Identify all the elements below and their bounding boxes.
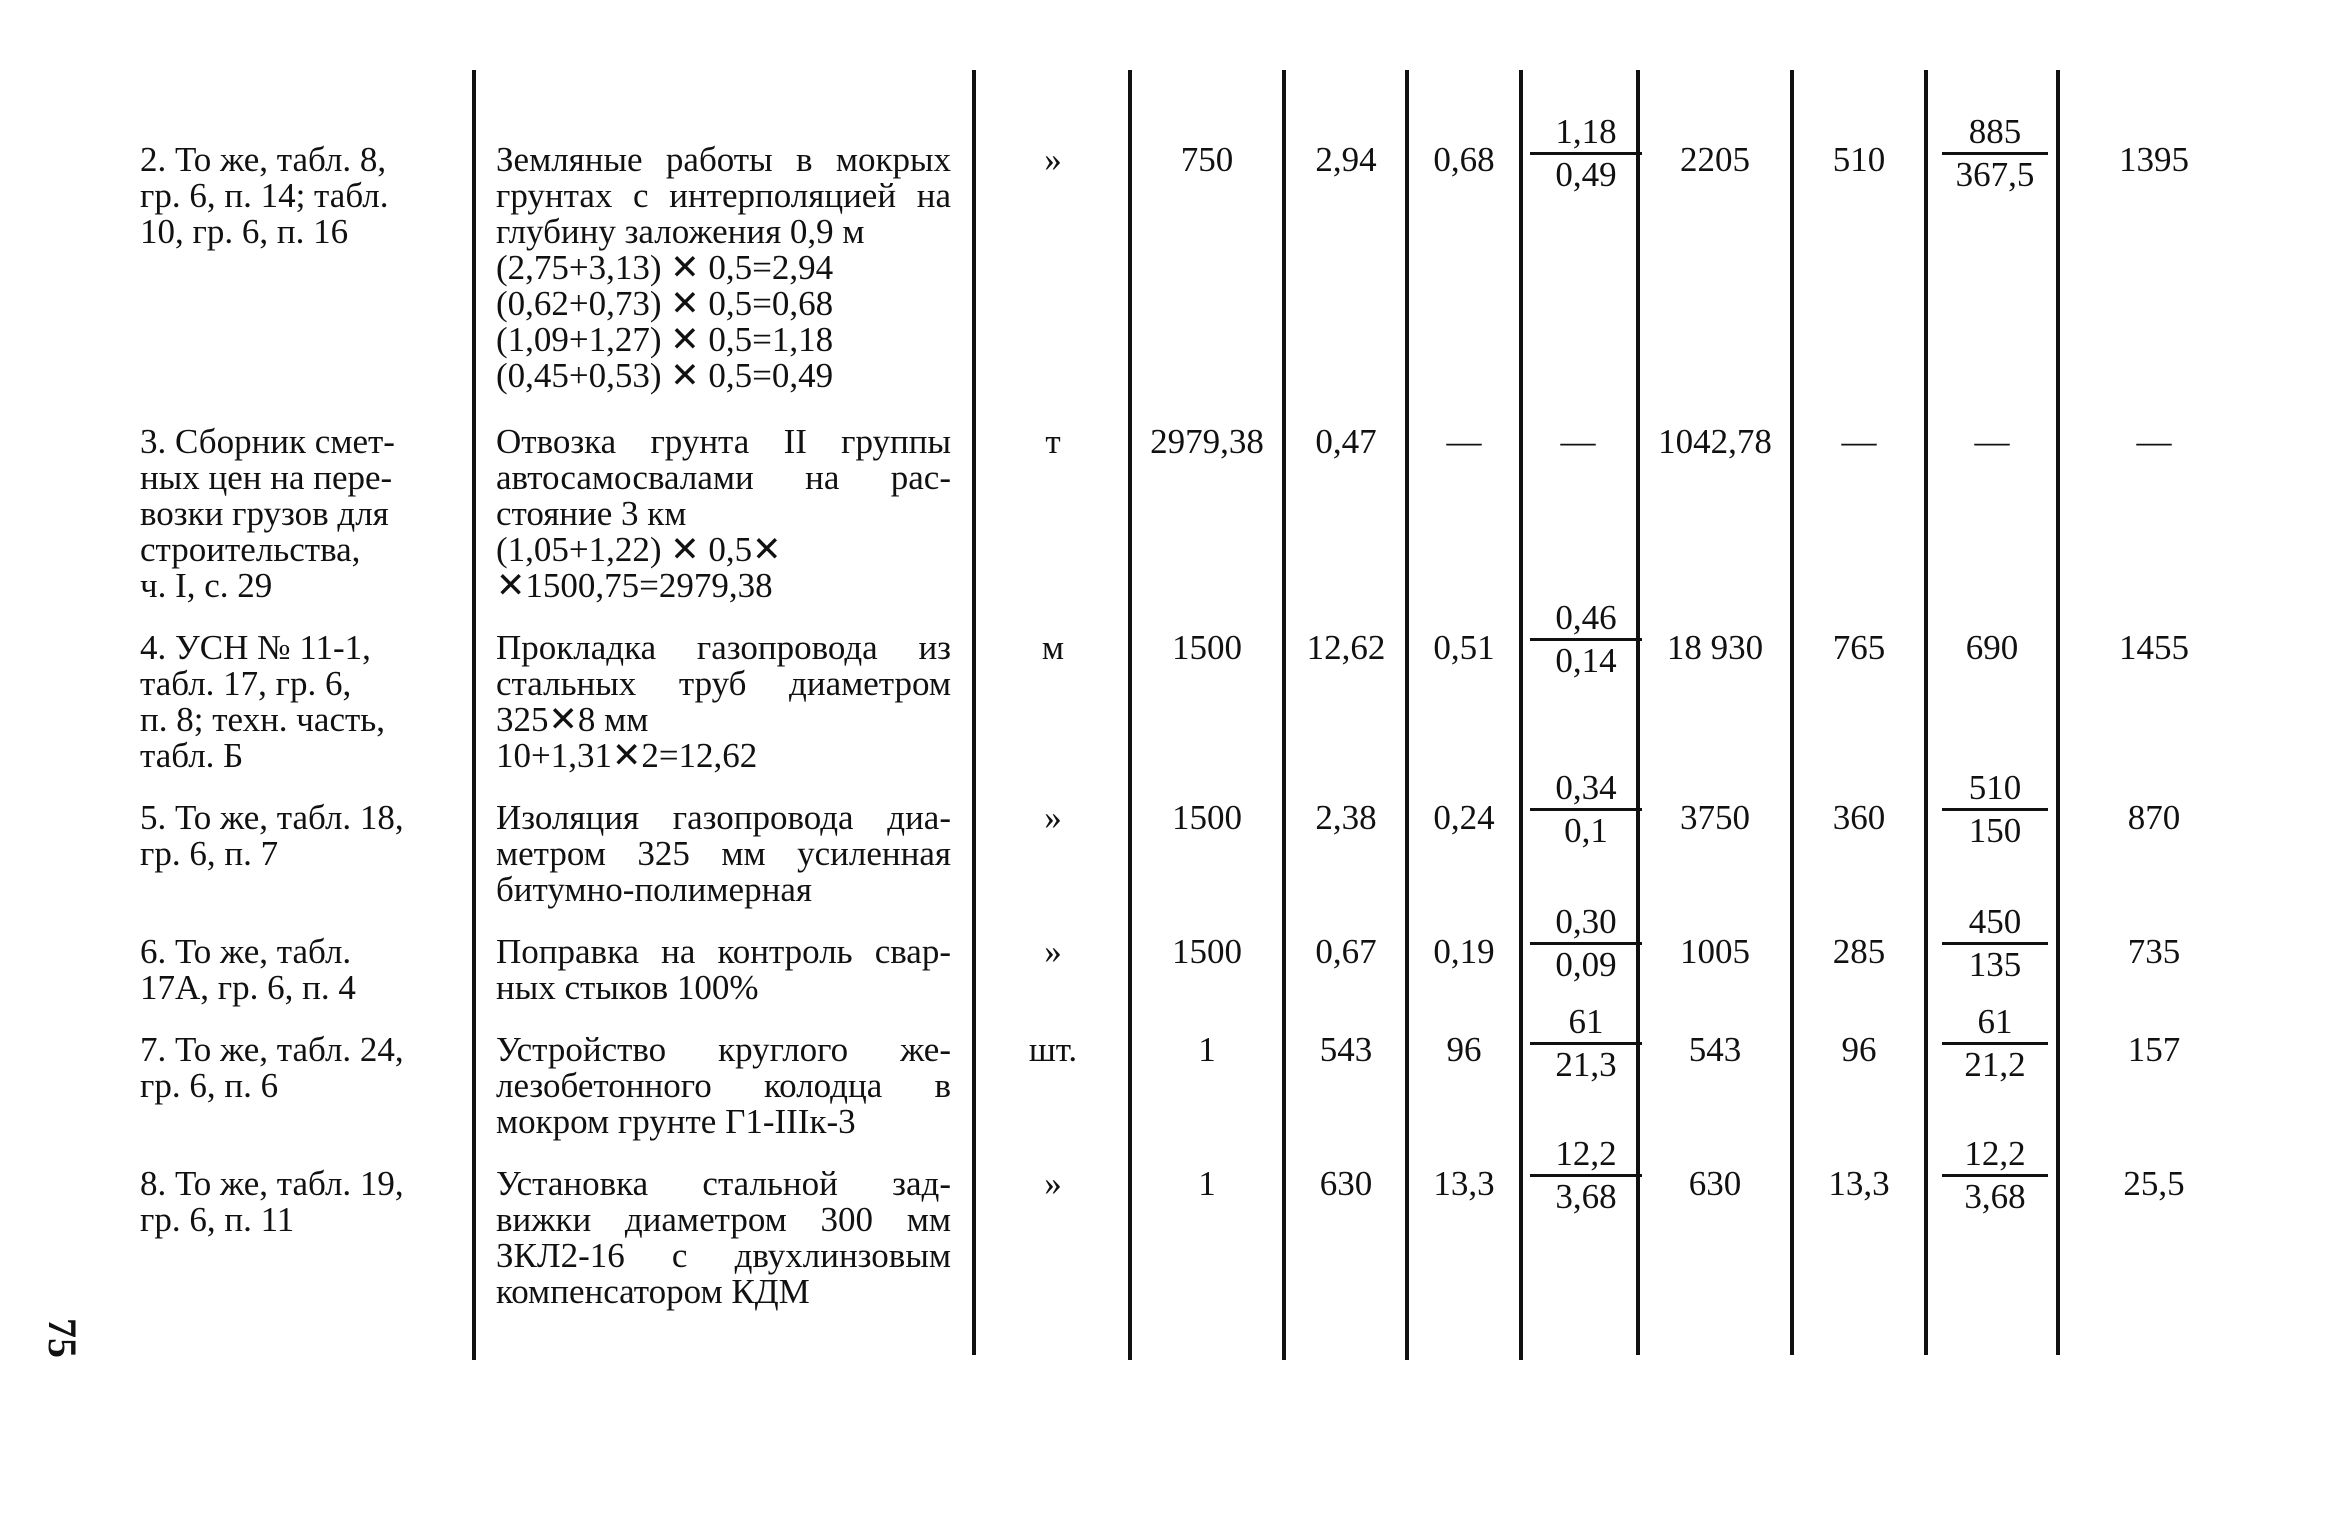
row-total-wages: 96: [1841, 1030, 1877, 1069]
row-unit-machines: 0,34 0,1: [1530, 770, 1642, 849]
row-total-cost: 18 930: [1666, 628, 1764, 667]
row-total-machines: 885 367,5: [1942, 114, 2048, 193]
row-last-col: 157: [2127, 1030, 2181, 1069]
row-unit-cost: 630: [1319, 1164, 1373, 1203]
row-total-cost: 3750: [1680, 798, 1750, 837]
row-description: Установка стальной зад- вижки диаметром 300 мм ЗКЛ2-16 с двухлинзовым компенсатором КДМ: [496, 1164, 951, 1311]
row-quantity: 1: [1198, 1030, 1216, 1069]
row-last-col: 1395: [2119, 140, 2189, 179]
row-unit-cost: 2,38: [1315, 798, 1377, 837]
row-total-wages: 765: [1832, 628, 1886, 667]
row-source: 7. То же, табл. 24, гр. 6, п. 6: [140, 1030, 404, 1105]
row-total-machines: —: [1974, 422, 2010, 461]
row-total-machines: 61 21,2: [1942, 1004, 2048, 1083]
row-total-machines: 510 150: [1942, 770, 2048, 849]
row-unit: т: [1045, 422, 1061, 461]
row-unit-wages: 0,24: [1433, 798, 1495, 837]
row-source: 4. УСН № 11-1, табл. 17, гр. 6, п. 8; техн. часть, табл. Б: [140, 628, 385, 775]
page-number: 75: [40, 1318, 85, 1358]
row-unit-machines: 61 21,3: [1530, 1004, 1642, 1083]
row-last-col: 25,5: [2123, 1164, 2185, 1203]
row-source: 3. Сборник смет- ных цен на пере- возки грузов для строительства, ч. I, с. 29: [140, 422, 395, 605]
row-total-cost: 1005: [1680, 932, 1750, 971]
row-unit-wages: 0,51: [1433, 628, 1495, 667]
row-quantity: 1500: [1172, 628, 1242, 667]
row-total-wages: 360: [1832, 798, 1886, 837]
column-rule: [2056, 70, 2060, 1355]
column-rule: [1924, 70, 1928, 1355]
column-rule: [1519, 70, 1523, 1360]
row-unit-wages: 13,3: [1433, 1164, 1495, 1203]
row-unit-machines: —: [1560, 422, 1596, 461]
row-description: Земляные работы в мокрых грунтах с интерполяцией на глубину заложения 0,9 м (2,75+3,13) ✕ 0,5=2,94 (0,62+0,73) ✕ 0,5=0,68 (1,09+1,27) ✕ 0,5=1,18 (0,45+0,53) ✕ 0,5=0,49: [496, 140, 951, 395]
row-last-col: —: [2136, 422, 2172, 461]
row-quantity: 1500: [1172, 932, 1242, 971]
row-unit-cost: 0,47: [1315, 422, 1377, 461]
row-total-wages: 13,3: [1828, 1164, 1890, 1203]
row-unit-cost: 543: [1319, 1030, 1373, 1069]
row-description: Отвозка грунта II группы автосамосвалами на рас- стояние 3 км (1,05+1,22) ✕ 0,5✕ ✕1500,75=2979,38: [496, 422, 951, 605]
row-quantity: 750: [1180, 140, 1234, 179]
column-rule: [972, 70, 976, 1355]
row-unit-machines: 0,46 0,14: [1530, 600, 1642, 679]
row-unit-wages: 0,68: [1433, 140, 1495, 179]
row-description: Прокладка газопровода из стальных труб диаметром 325✕8 мм 10+1,31✕2=12,62: [496, 628, 951, 775]
row-unit-cost: 2,94: [1315, 140, 1377, 179]
row-source: 2. То же, табл. 8, гр. 6, п. 14; табл. 10, гр. 6, п. 16: [140, 140, 389, 251]
row-last-col: 1455: [2119, 628, 2189, 667]
row-total-wages: —: [1841, 422, 1877, 461]
row-source: 8. То же, табл. 19, гр. 6, п. 11: [140, 1164, 404, 1239]
row-total-machines: 12,2 3,68: [1942, 1136, 2048, 1215]
column-rule: [1790, 70, 1794, 1355]
row-unit: м: [1041, 628, 1065, 667]
row-description: Изоляция газопровода диа- метром 325 мм усиленная битумно-полимерная: [496, 798, 951, 909]
column-rule: [472, 70, 476, 1360]
row-unit-machines: 12,2 3,68: [1530, 1136, 1642, 1215]
row-description: Поправка на контроль свар- ных стыков 100%: [496, 932, 951, 1007]
row-unit-machines: 0,30 0,09: [1530, 904, 1642, 983]
row-total-cost: 630: [1688, 1164, 1742, 1203]
row-unit-cost: 0,67: [1315, 932, 1377, 971]
row-total-machines: 450 135: [1942, 904, 2048, 983]
row-unit: »: [1044, 798, 1062, 837]
row-description: Устройство круглого же- лезобетонного колодца в мокром грунте Г1-IIIк-3: [496, 1030, 951, 1141]
row-total-machines: 690: [1965, 628, 2019, 667]
row-last-col: 735: [2127, 932, 2181, 971]
row-unit-wages: 0,19: [1433, 932, 1495, 971]
row-unit: »: [1044, 140, 1062, 179]
row-quantity: 1500: [1172, 798, 1242, 837]
row-quantity: 1: [1198, 1164, 1216, 1203]
row-unit: »: [1044, 1164, 1062, 1203]
row-unit-machines: 1,18 0,49: [1530, 114, 1642, 193]
row-quantity: 2979,38: [1150, 422, 1264, 461]
row-unit-wages: —: [1446, 422, 1482, 461]
row-total-cost: 2205: [1680, 140, 1750, 179]
row-total-wages: 510: [1832, 140, 1886, 179]
row-total-cost: 1042,78: [1658, 422, 1772, 461]
row-unit: шт.: [1028, 1030, 1078, 1069]
row-unit: »: [1044, 932, 1062, 971]
row-source: 6. То же, табл. 17А, гр. 6, п. 4: [140, 932, 356, 1007]
row-source: 5. То же, табл. 18, гр. 6, п. 7: [140, 798, 404, 873]
row-unit-cost: 12,62: [1306, 628, 1386, 667]
row-total-cost: 543: [1688, 1030, 1742, 1069]
row-last-col: 870: [2127, 798, 2181, 837]
row-total-wages: 285: [1832, 932, 1886, 971]
row-unit-wages: 96: [1446, 1030, 1482, 1069]
